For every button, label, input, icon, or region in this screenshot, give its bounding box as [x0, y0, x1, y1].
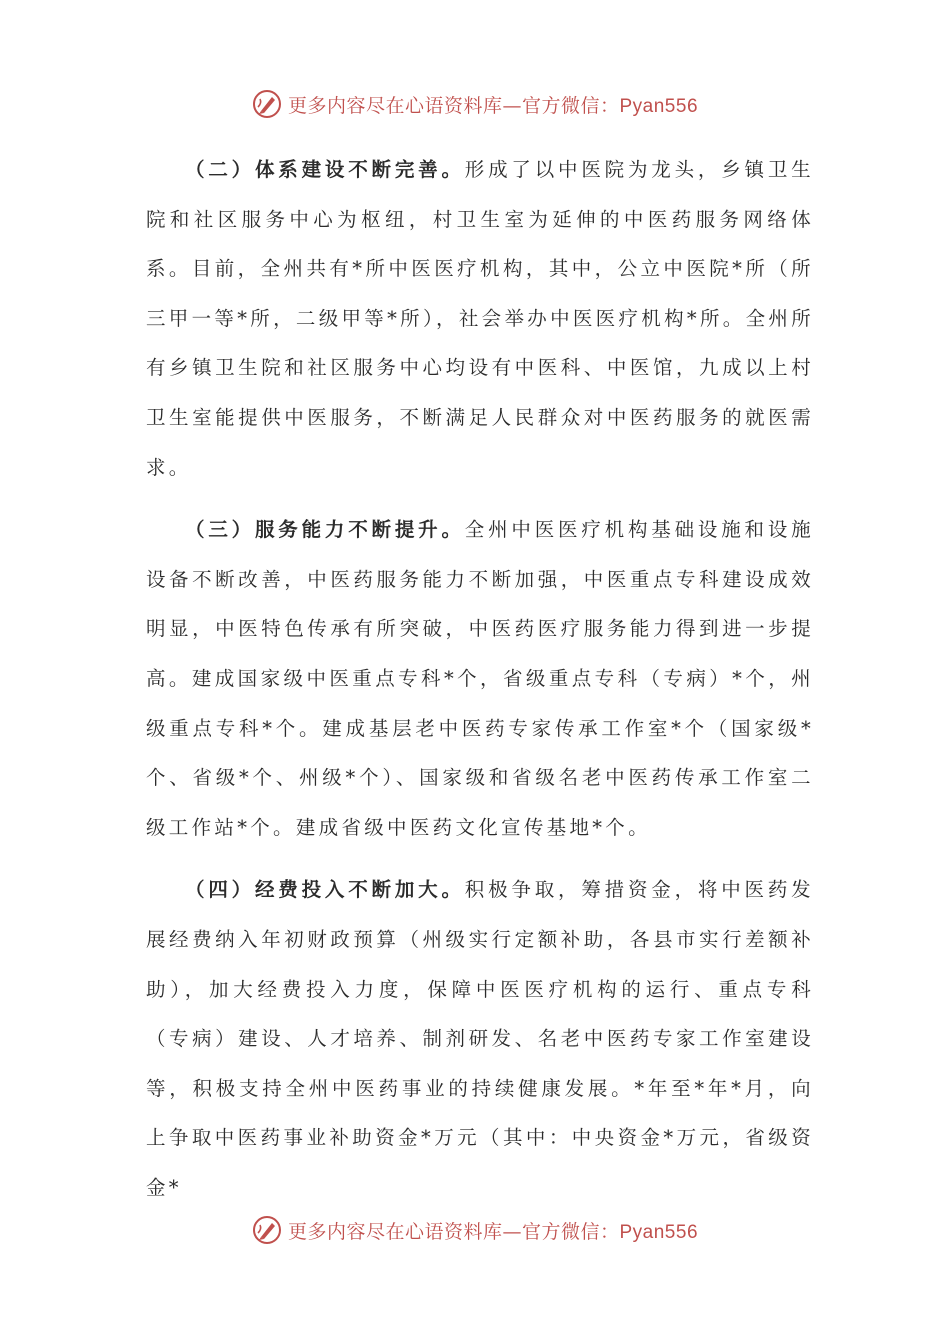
- paragraph-text: 积极争取，筹措资金，将中医药发展经费纳入年初财政预算（州级实行定额补助，各县市实行差额补助），加大经费投入力度，保障中医医疗机构的运行、重点专科（专病）建设、人才培养、制剂研发、名老中医药专家工作室建设等，积极支持全州中医药事业的持续健康发展。*年至*年*月，向上争取中医药事业补助资金*万元（其中：中央资金*万元，省级资金*: [146, 878, 815, 1199]
- watermark-text: 更多内容尽在心语资料库—官方微信：Pyan556: [287, 1220, 699, 1243]
- paragraph-funding-investment: [146, 865, 814, 1212]
- paragraph-heading: （二）体系建设不断完善。: [185, 158, 465, 181]
- pen-nib-logo-icon: [252, 89, 282, 119]
- paragraph-heading: （四）经费投入不断加大。: [185, 878, 465, 902]
- watermark-text: 更多内容尽在心语资料库—官方微信：Pyan556: [287, 94, 699, 117]
- paragraph-service-capacity: [146, 505, 814, 852]
- footer-watermark: [0, 1210, 950, 1250]
- paragraph-text: 全州中医医疗机构基础设施和设施设备不断改善，中医药服务能力不断加强，中医重点专科建设成效明显，中医特色传承有所突破，中医药医疗服务能力得到进一步提高。建成国家级中医重点专科*个，省级重点专科（专病）*个，州级重点专科*个。建成基层老中医药专家传承工作室*个（国家级*个、省级*个、州级*个）、国家级和省级名老中医药传承工作室二级工作站*个。建成省级中医药文化宣传基地*个。: [146, 518, 815, 839]
- document-body: [146, 145, 814, 1225]
- header-watermark: [0, 84, 950, 124]
- paragraph-heading: （三）服务能力不断提升。: [185, 518, 465, 542]
- pen-nib-logo-icon: [252, 1215, 282, 1245]
- paragraph-system-construction: [146, 145, 814, 492]
- paragraph-text: 形成了以中医院为龙头，乡镇卫生院和社区服务中心为枢纽，村卫生室为延伸的中医药服务网络体系。目前，全州共有*所中医医疗机构，其中，公立中医院*所（所三甲一等*所，二级甲等*所），社会举办中医医疗机构*所。全州所有乡镇卫生院和社区服务中心均设有中医科、中医馆，九成以上村卫生室能提供中医服务，不断满足人民群众对中医药服务的就医需求。: [146, 158, 814, 479]
